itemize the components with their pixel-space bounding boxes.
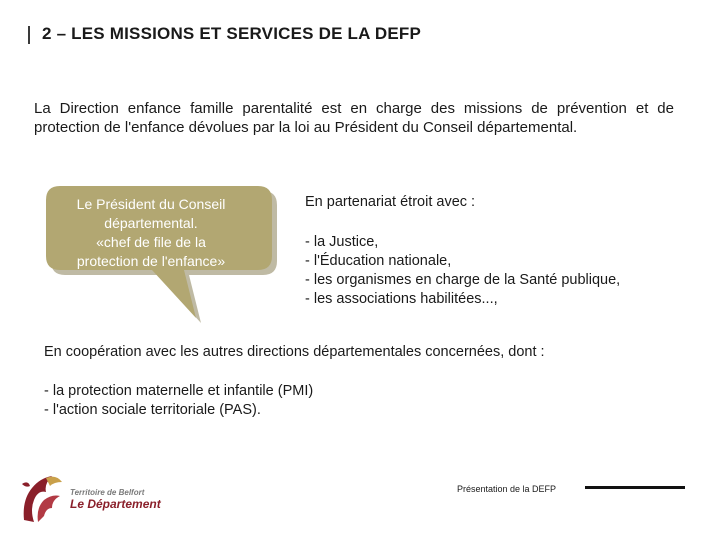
bubble-line: départemental. (104, 215, 198, 231)
lion-emblem-icon (18, 470, 68, 528)
cooperation-title: En coopération avec les autres directions départementales concernées, dont : (44, 344, 545, 360)
logo-territory-text: Territoire de Belfort (70, 488, 145, 497)
cooperation-list (44, 382, 313, 420)
title-marker (28, 26, 30, 44)
department-logo (18, 470, 161, 528)
bubble-line: «chef de file de la (96, 234, 206, 250)
footer-label: Présentation de la DEFP (457, 484, 557, 494)
list-item: - les associations habilitées..., (305, 291, 498, 307)
partnership-list (305, 233, 620, 309)
footer-rule (585, 486, 685, 489)
logo-department-text: Le Département (70, 497, 161, 511)
bubble-line: protection de l'enfance» (76, 253, 226, 269)
list-item: - la Justice, (305, 234, 379, 250)
intro-paragraph: La Direction enfance famille parentalité est en charge des missions de prévention et de protection de l'enfance dévolues par la loi au Président du Conseil départemental. (34, 100, 674, 136)
list-item: - l'action sociale territoriale (PAS). (44, 402, 261, 418)
partnership-title: En partenariat étroit avec : (305, 194, 476, 210)
page-title: 2 – LES MISSIONS ET SERVICES DE LA DEFP (42, 24, 422, 43)
list-item: - l'Éducation nationale, (305, 253, 452, 269)
speech-bubble-text (58, 195, 244, 271)
list-item: - la protection maternelle et infantile (PMI) (44, 383, 314, 399)
bubble-line: Le Président du Conseil (76, 196, 226, 212)
list-item: - les organismes en charge de la Santé publique, (305, 272, 621, 288)
